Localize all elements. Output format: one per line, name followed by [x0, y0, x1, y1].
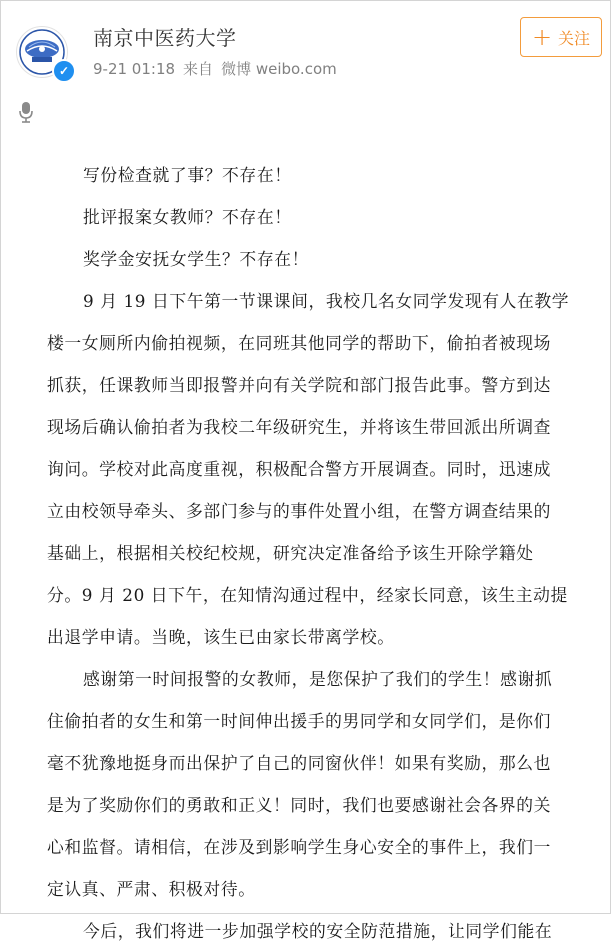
document-line: 抓获，任课教师当即报警并向有关学院和部门报告此事。警方到达	[47, 375, 552, 395]
document-line: 询问。学校对此高度重视，积极配合警方开展调查。同时，迅速成	[47, 459, 552, 479]
post-header	[0, 0, 611, 92]
document-line: 出退学申请。当晚，该生已由家长带离学校。	[47, 627, 395, 647]
document-line: 楼一女厕所内偷拍视频，在同班其他同学的帮助下，偷拍者被现场	[47, 333, 552, 353]
author-name[interactable]: 南京中医药大学	[93, 26, 237, 50]
document-line: 住偷拍者的女生和第一时间伸出援手的男同学和女同学们，是你们	[47, 711, 552, 731]
document-line: 分。9 月 20 日下午，在知情沟通过程中，经家长同意，该生主动提	[47, 585, 568, 605]
document-line: 现场后确认偷拍者为我校二年级研究生，并将该生带回派出所调查	[47, 417, 552, 437]
verified-badge-icon: ✓	[52, 59, 76, 83]
source-prefix: 来自	[183, 60, 214, 78]
post-meta	[93, 58, 345, 79]
document-line: 批评报案女教师？不存在！	[83, 207, 292, 227]
follow-label: 关注	[558, 28, 591, 48]
post-source[interactable]: 微博 weibo.com	[221, 60, 337, 78]
document-line: 是为了奖励你们的勇敢和正义！同时，我们也要感谢社会各界的关	[47, 795, 552, 815]
document-line: 写份检查就了事？不存在！	[83, 165, 292, 185]
follow-button[interactable]	[520, 17, 602, 57]
document-line: 9 月 19 日下午第一节课课间，我校几名女同学发现有人在教学	[83, 291, 570, 311]
document-line: 感谢第一时间报警的女教师，是您保护了我们的学生！感谢抓	[83, 669, 553, 689]
statement-document-image	[0, 150, 611, 941]
document-line: 立由校领导牵头、多部门参与的事件处置小组，在警方调查结果的	[47, 501, 552, 521]
document-line: 基础上，根据相关校纪校规，研究决定准备给予该生开除学籍处	[47, 543, 534, 563]
document-line: 定认真、严肃、积极对待。	[47, 879, 256, 899]
microphone-icon	[19, 101, 33, 123]
document-line: 心和监督。请相信，在涉及到影响学生身心安全的事件上，我们一	[47, 837, 552, 857]
document-line: 奖学金安抚女学生？不存在！	[83, 249, 309, 269]
plus-icon: +	[531, 23, 553, 51]
document-line: 今后，我们将进一步加强学校的安全防范措施，让同学们能在	[83, 921, 553, 941]
post-time: 9-21 01:18	[93, 60, 176, 78]
document-line: 毫不犹豫地挺身而出保护了自己的同窗伙伴！如果有奖励，那么也	[47, 753, 552, 773]
